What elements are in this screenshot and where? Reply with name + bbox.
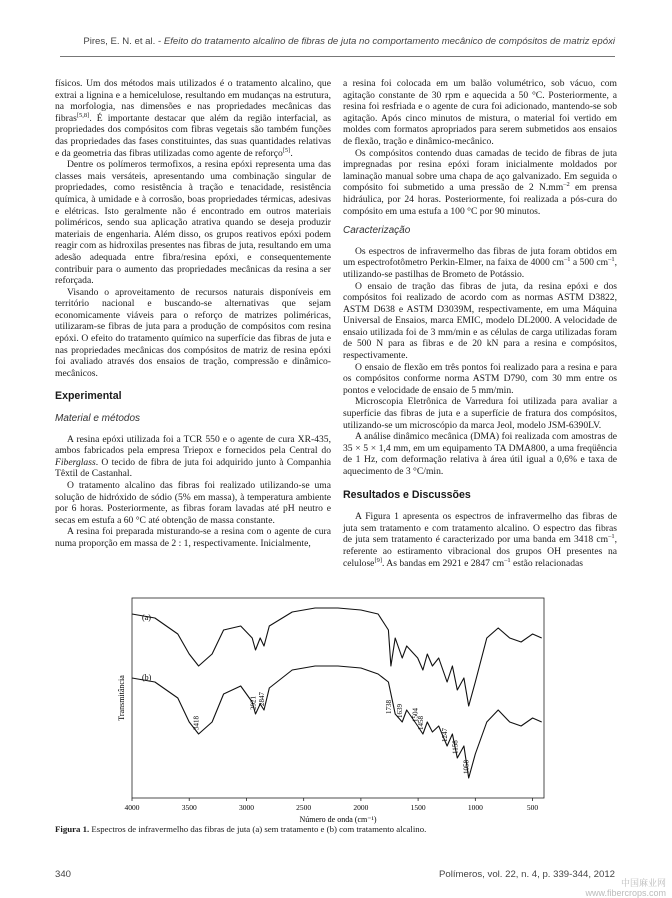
plot-frame xyxy=(132,598,544,798)
paragraph: A resina epóxi utilizada foi a TCR 550 e o agente de cura XR-435, ambos fabricados pela empresa Triepox e fornecidos pela Central do Fiberglass. O tecido de fibra de juta foi adquirido junto à Companhia Têxtil de Castanhal. xyxy=(55,433,331,480)
journal-citation: Polímeros, vol. 22, n. 4, p. 339-344, 2012 xyxy=(439,869,615,880)
x-tick-label: 2500 xyxy=(296,803,312,812)
paragraph: A resina foi preparada misturando-se a resina com o agente de cura numa proporção em massa de 2 : 1, respectivamente. Inicialmente, xyxy=(55,526,331,549)
page-number: 340 xyxy=(55,869,72,880)
subsection-heading: Material e métodos xyxy=(55,413,141,425)
paragraph: físicos. Um dos métodos mais utilizados é o tratamento alcalino, que extrai a lignina e a hemicelulose, resultando em mudanças na estrutura, na morfologia, nas dimensões e nas propriedades mecânicas das fibras[5,8]. É importante destacar que além da região interfacial, as propriedades dos compósitos com fibras vegetais são também funções das propriedades das fases constituintes, das suas quantidades relativas e da geometria das fibras utilizadas como agente de reforço[5]. xyxy=(55,78,331,159)
x-tick-label: 3000 xyxy=(238,803,254,812)
watermark xyxy=(585,878,666,898)
paragraph: A Figura 1 apresenta os espectros de infravermelho das fibras de juta sem tratamento e com tratamento alcalino. O espectro das fibras de juta sem tratamento é caracterizado por uma banda em 3418 $cm^{-1}$, referente ao estiramento vibracional dos grupos OH presentes na celulose[9]. As bandas em 2921 e 2847 $cm^{-1}$ estão relacionadas xyxy=(343,511,617,569)
x-tick-label: 4000 xyxy=(124,803,140,812)
header-title: Efeito do tratamento alcalino de fibras de juta no comportamento mecânico de compósitos de matriz epóxi xyxy=(163,36,615,47)
left-column xyxy=(55,78,331,550)
paragraph: O ensaio de flexão em três pontos foi realizado para a resina e para os compósitos conforme norma ASTM D790, com 30 mm entre os pontos e velocidade de ensaio de 5 mm/min. xyxy=(343,361,617,396)
subsection-heading: Caracterização xyxy=(343,225,411,237)
curve-a-label: (a) xyxy=(142,613,151,622)
curve-b-label: (b) xyxy=(142,673,152,682)
paragraph: Dentre os polímeros termofixos, a resina epóxi representa uma das classes mais versáteis, apresentando uma combinação singular de propriedades, como resistência à tração e tenacidade, resistência química, à umidade e à corrosão, boas propriedades térmicas, adesivas e elétricas. Isto geralmente não é encontrado em outros materiais poliméricos, sendo sua aplicação atrativa quando se deseja produzir materiais de engenharia. Além disso, os grupos reativos epóxi podem reagir com as hidroxilas presentes nas fibras de juta, resultando em uma adesão adequada entre fibra/resina epóxi, e consequentemente contribuir para o aumento das propriedades mecânicas da resina a ser reforçada. xyxy=(55,159,331,287)
band-label: 1458 xyxy=(416,716,425,730)
x-tick-label: 3500 xyxy=(181,803,197,812)
paragraph: a resina foi colocada em um balão volumétrico, sob vácuo, com agitação constante de 30 rpm e aquecida a 50 °C. Posteriormente, a resina foi resfriada e o agente de cura foi adicionado, mantendo-se sob agitação. Após cinco minutos de mistura, o material foi vertido em moldes com formatos apropriados para serem submetidos aos ensaios de flexão, tração e dinâmico-mecânico. xyxy=(343,78,617,147)
running-header: Pires, E. N. et al. - Efeito do tratamento alcalino de fibras de juta no comportamento mecânico de compósitos de matriz epóxi xyxy=(60,36,615,57)
x-tick-label: 1500 xyxy=(410,803,426,812)
paragraph: Microscopia Eletrônica de Varredura foi utilizada para avaliar a superfície das fibras de juta e a superfície de fratura dos compósitos, utilizando-se um microscópio da marca Jeol, modelo JSM-6390LV. xyxy=(343,396,617,431)
band-label: 3418 xyxy=(192,716,201,730)
x-tick-label: 2000 xyxy=(353,803,369,812)
x-tick-label: 1000 xyxy=(467,803,483,812)
band-label: 1247 xyxy=(441,728,450,742)
spectrum-line-a xyxy=(132,608,542,706)
section-heading: Experimental xyxy=(55,390,122,403)
band-label: 1639 xyxy=(396,704,405,718)
section-heading: Resultados e Discussões xyxy=(343,488,471,501)
paragraph: Os espectros de infravermelho das fibras de juta foram obtidos em um espectrofotômetro Perkin-Elmer, na faixa de 4000 $cm^{-1}$ a 500 $cm^{-1}$, utilizando-se pastilhas de Brometo de Potássio. xyxy=(343,245,617,280)
paragraph: Os compósitos contendo duas camadas de tecido de fibras de juta impregnadas por resina epóxi foram inicialmente moldados por laminação manual sobre uma chapa de aço galvanizado. Em seguida o compósito foi submetido a uma pressão de 2 $N.mm^{-2}$ em prensa hidráulica, por 24 horas. Posteriormente, foi realizada a pós-cura do compósito em uma estufa a 100 °C por 90 minutos. xyxy=(343,147,617,217)
watermark-url: www.fibercrops.com xyxy=(585,888,666,898)
band-label: 2921 xyxy=(249,696,258,710)
paragraph: O ensaio de tração das fibras de juta, da resina epóxi e dos compósitos foi realizado de acordo com as normas ASTM D3822, ASTM D638 e ASTM D3039M, respectivamente, em uma Máquina Universal de Ensaios, marca EMIC, modelo DL2000. A velocidade de ensaio utilizada foi de 3 mm/min e as células de carga utilizadas foram de 500 N para as fibras e de 20 kN para a resina e compósitos, respectivamente. xyxy=(343,280,617,362)
band-label: 1504 xyxy=(411,708,420,722)
y-axis-label: Transmitância xyxy=(117,675,126,721)
x-tick-label: 500 xyxy=(526,803,539,812)
band-label: 1158 xyxy=(451,740,460,754)
watermark-text: 中国麻业网 xyxy=(620,878,666,888)
header-authors: Pires, E. N. et al. xyxy=(83,36,156,47)
paragraph: A análise dinâmico mecânica (DMA) foi realizada com amostras de 35 × 5 × 1,4 mm, em um equipamento TA DMA800, a uma freqüência de 1 Hz, com deformação relativa à área útil igual a 0,6% e taxa de aquecimento de 3 °C/min. xyxy=(343,431,617,477)
paragraph: O tratamento alcalino das fibras foi realizado utilizando-se uma solução de hidróxido de sódio (5% em massa), à temperatura ambiente por 6 horas. Posteriormente, as fibras foram lavadas até pH neutro e secas em estufa a 60 °C até obtenção de massa constante. xyxy=(55,480,331,526)
caption-text: Espectros de infravermelho das fibras de juta (a) sem tratamento e (b) com tratamento alcalino. xyxy=(91,824,427,834)
right-column xyxy=(343,78,617,569)
figure-caption xyxy=(55,824,615,834)
band-label: 1738 xyxy=(384,700,393,714)
band-label: 1058 xyxy=(462,760,471,774)
band-label: 2847 xyxy=(257,692,266,706)
caption-label: Figura 1. xyxy=(55,824,90,834)
x-axis-label: Número de onda (cm⁻¹) xyxy=(299,815,377,824)
paragraph: Visando o aproveitamento de recursos naturais disponíveis em território nacional e buscando-se alternativas que sejam economicamente viáveis para o reforço de matrizes poliméricas, utilizaram-se fibras de juta para a produção de compósitos com resina epóxi. O efeito do tratamento químico na superfície das fibras de juta e nas propriedades mecânicas dos compósitos de matriz de resina epóxi foi avaliado através dos ensaios de tração, compressão e dinâmico-mecânicos. xyxy=(55,286,331,379)
ir-spectra-figure xyxy=(118,590,552,830)
